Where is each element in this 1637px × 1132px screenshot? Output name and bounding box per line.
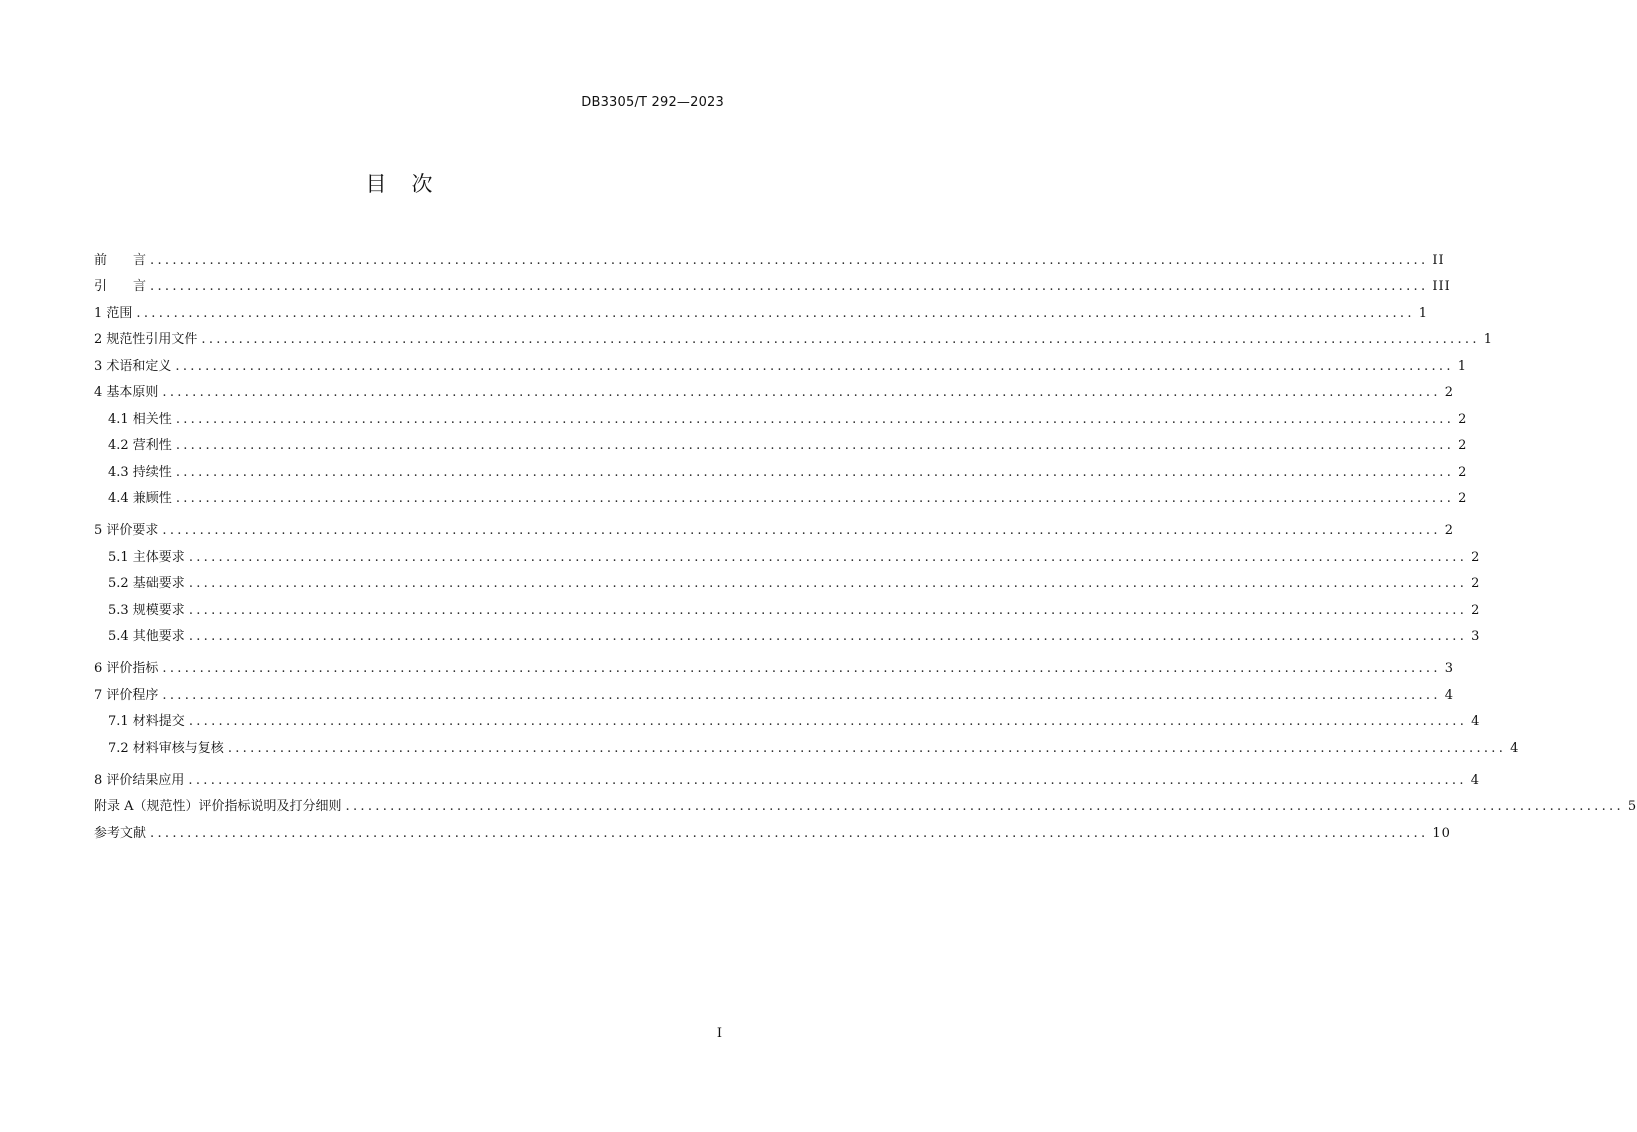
toc-entry-page: 1 bbox=[1483, 332, 1494, 347]
toc-entry[interactable] bbox=[94, 323, 1494, 350]
toc-leader-dots: ............................................................................................................................................................................ bbox=[162, 523, 1441, 538]
toc-leader-dots: ............................................................................................................................................................................ bbox=[175, 438, 1455, 453]
toc-leader-dots: ............................................................................................................................................................................ bbox=[162, 687, 1441, 703]
toc-leader-dots: ............................................................................................................................................................................ bbox=[175, 411, 1455, 427]
toc-entry-page: 1 bbox=[1418, 305, 1429, 321]
toc-leader-dots: ............................................................................................................................................................................ bbox=[201, 332, 1480, 347]
toc-entry-label: 4.4 兼顾性 bbox=[108, 491, 172, 506]
toc-entry-label: 1 范围 bbox=[94, 305, 133, 321]
toc-leader-dots: ............................................................................................................................................................................ bbox=[150, 825, 1429, 841]
toc-entry-label: 4.1 相关性 bbox=[108, 411, 172, 427]
toc-leader-dots: ............................................................................................................................................................................ bbox=[162, 385, 1441, 400]
toc-entry[interactable] bbox=[94, 593, 1481, 620]
toc-entry-page: 2 bbox=[1458, 491, 1468, 506]
toc-leader-dots: ............................................................................................................................................................................ bbox=[188, 602, 1468, 618]
toc-entry[interactable] bbox=[94, 296, 1429, 323]
toc-entry-label: 4.2 营利性 bbox=[108, 438, 172, 453]
toc-entry-page: 4 bbox=[1444, 687, 1455, 703]
toc-entry[interactable] bbox=[94, 402, 1468, 429]
toc-leader-dots: ............................................................................................................................................................................ bbox=[345, 799, 1624, 814]
toc-leader-dots: ............................................................................................................................................................................ bbox=[175, 358, 1454, 374]
toc-entry-page: 3 bbox=[1471, 629, 1481, 644]
toc-leader-dots: ............................................................................................................................................................................ bbox=[175, 464, 1455, 480]
toc-entry-page: 5 bbox=[1627, 799, 1637, 814]
toc-entry[interactable] bbox=[94, 678, 1455, 705]
toc-entry-label: 2 规范性引用文件 bbox=[94, 332, 198, 347]
toc-leader-dots: ............................................................................................................................................................................ bbox=[227, 740, 1507, 756]
toc-entry-label: 5.1 主体要求 bbox=[108, 549, 185, 565]
toc-entry-page: 2 bbox=[1458, 464, 1468, 480]
toc-entry[interactable] bbox=[94, 482, 1468, 509]
toc-leader-dots: ............................................................................................................................................................................ bbox=[188, 576, 1468, 591]
toc-entry[interactable] bbox=[94, 243, 1445, 270]
toc-entry[interactable] bbox=[94, 429, 1468, 456]
toc-leader-dots: ............................................................................................................................................................................ bbox=[188, 772, 1467, 788]
toc-leader-dots: ............................................................................................................................................................................ bbox=[175, 491, 1455, 506]
toc-entry-page: 2 bbox=[1444, 523, 1455, 538]
toc-entry-label: 4.3 持续性 bbox=[108, 464, 172, 480]
toc-leader-dots: ............................................................................................................................................................................ bbox=[188, 629, 1468, 644]
toc-entry[interactable] bbox=[94, 514, 1455, 541]
toc-entry-label: 8 评价结果应用 bbox=[94, 772, 185, 788]
toc-entry-page: 2 bbox=[1444, 385, 1455, 400]
table-of-contents bbox=[94, 243, 1637, 843]
toc-entry[interactable] bbox=[94, 705, 1481, 732]
toc-entry-page: 10 bbox=[1432, 825, 1451, 841]
toc-entry-label: 参考文献 bbox=[94, 825, 147, 841]
toc-entry[interactable] bbox=[94, 376, 1455, 403]
toc-entry-page: 2 bbox=[1471, 549, 1481, 565]
toc-entry-label: 5.3 规模要求 bbox=[108, 602, 185, 618]
toc-entry-page: 2 bbox=[1471, 602, 1481, 618]
toc-entry[interactable] bbox=[94, 270, 1451, 297]
toc-entry-label: 7 评价程序 bbox=[94, 687, 159, 703]
toc-entry-page: 1 bbox=[1457, 358, 1468, 374]
toc-leader-dots: ............................................................................................................................................................................ bbox=[188, 714, 1468, 729]
toc-entry-page: 4 bbox=[1471, 714, 1481, 729]
toc-entry-label: 5.4 其他要求 bbox=[108, 629, 185, 644]
toc-entry-label: 3 术语和定义 bbox=[94, 358, 172, 374]
toc-leader-dots: ............................................................................................................................................................................ bbox=[162, 661, 1441, 676]
toc-entry-page: III bbox=[1432, 279, 1451, 294]
toc-entry-page: 3 bbox=[1444, 661, 1455, 676]
toc-leader-dots: ............................................................................................................................................................................ bbox=[150, 252, 1429, 268]
toc-entry-label: 5.2 基础要求 bbox=[108, 576, 185, 591]
toc-entry-label: 5 评价要求 bbox=[94, 523, 159, 538]
toc-entry[interactable] bbox=[94, 731, 1520, 758]
toc-entry-page: 4 bbox=[1470, 772, 1481, 788]
toc-entry[interactable] bbox=[94, 816, 1451, 843]
toc-leader-dots: ............................................................................................................................................................................ bbox=[150, 279, 1429, 294]
toc-entry-label: 6 评价指标 bbox=[94, 661, 159, 676]
toc-entry[interactable] bbox=[94, 790, 1637, 817]
toc-entry-label: 前 言 bbox=[94, 252, 147, 268]
page-title: 目 次 bbox=[365, 172, 435, 196]
toc-entry[interactable] bbox=[94, 652, 1455, 679]
toc-entry-page: 2 bbox=[1458, 411, 1468, 427]
toc-entry[interactable] bbox=[94, 349, 1468, 376]
toc-entry[interactable] bbox=[94, 540, 1481, 567]
toc-entry-label: 7.2 材料审核与复核 bbox=[108, 740, 224, 756]
page-number: I bbox=[716, 1026, 722, 1041]
toc-entry-page: 4 bbox=[1510, 740, 1520, 756]
toc-entry[interactable] bbox=[94, 763, 1481, 790]
toc-entry-label: 4 基本原则 bbox=[94, 385, 159, 400]
toc-leader-dots: ............................................................................................................................................................................ bbox=[188, 549, 1468, 565]
document-code: DB3305/T 292—2023 bbox=[581, 95, 724, 110]
toc-entry-label: 引 言 bbox=[94, 279, 147, 294]
toc-entry[interactable] bbox=[94, 620, 1481, 647]
toc-entry[interactable] bbox=[94, 455, 1468, 482]
toc-leader-dots: ............................................................................................................................................................................ bbox=[136, 305, 1415, 321]
toc-entry-label: 附录 A（规范性）评价指标说明及打分细则 bbox=[94, 799, 342, 814]
toc-entry-page: II bbox=[1432, 252, 1445, 268]
toc-entry-page: 2 bbox=[1471, 576, 1481, 591]
toc-entry-label: 7.1 材料提交 bbox=[108, 714, 185, 729]
toc-entry[interactable] bbox=[94, 567, 1481, 594]
toc-entry-page: 2 bbox=[1458, 438, 1468, 453]
